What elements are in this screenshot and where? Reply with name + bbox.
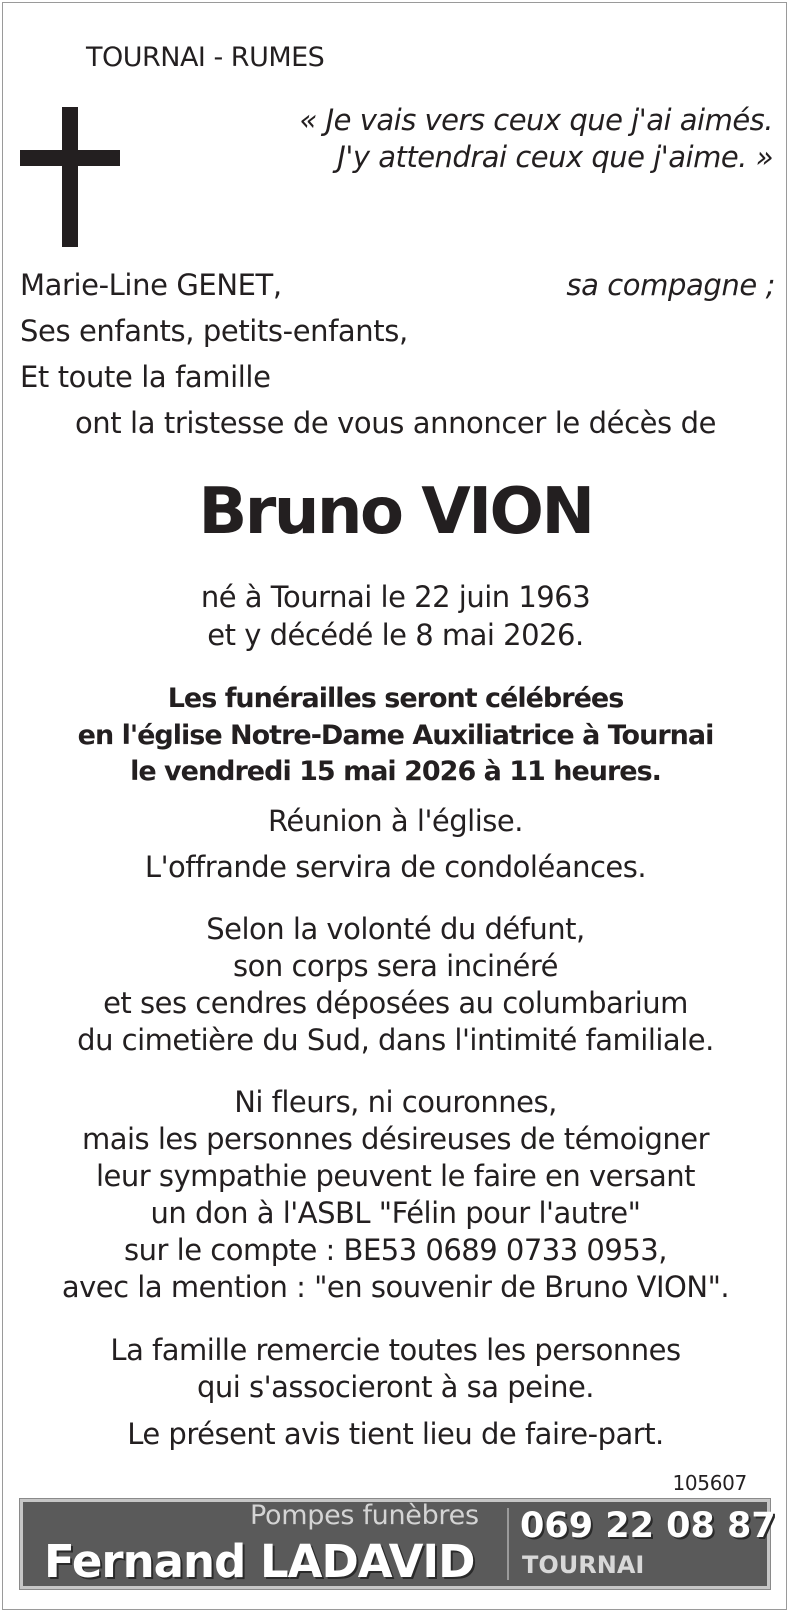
cross-icon-vertical <box>62 107 78 247</box>
announcement-text: ont la tristesse de vous annoncer le décès de <box>74 406 717 440</box>
banner-divider <box>507 1508 509 1580</box>
funeral-home-subtitle: Pompes funèbres <box>250 1500 479 1531</box>
funeral-home-name: Fernand LADAVID <box>44 1535 475 1588</box>
funeral-home-phone: 069 22 08 87 <box>520 1506 776 1546</box>
funeral-home-city: TOURNAI <box>522 1551 645 1579</box>
meeting-info: Réunion à l'église. <box>268 804 523 838</box>
family-children: Ses enfants, petits-enfants, <box>20 314 408 348</box>
family-member-partner: Marie-Line GENET, <box>20 268 282 302</box>
donation-line: mais les personnes désireuses de témoigner <box>81 1122 710 1156</box>
death-info: et y décédé le 8 mai 2026. <box>207 618 584 652</box>
donation-line: avec la mention : "en souvenir de Bruno VION". <box>61 1270 730 1304</box>
deceased-name: Bruno VION <box>198 475 593 549</box>
donation-line: leur sympathie peuvent le faire en versant <box>95 1159 696 1193</box>
closing-line-2: qui s'associeront à sa peine. <box>196 1370 595 1404</box>
reference-number: 105607 <box>672 1471 747 1495</box>
donation-line: Ni fleurs, ni couronnes, <box>234 1085 557 1119</box>
cremation-line: et ses cendres déposées au columbarium <box>103 986 688 1020</box>
cross-icon-horizontal <box>20 150 120 166</box>
quote-line-1: « Je vais vers ceux que j'ai aimés. <box>299 103 773 137</box>
family-extended: Et toute la famille <box>20 360 271 394</box>
funeral-line-3: le vendredi 15 mai 2026 à 11 heures. <box>130 756 661 787</box>
closing-line-3: Le présent avis tient lieu de faire-part. <box>127 1417 664 1451</box>
donation-line: un don à l'ASBL "Félin pour l'autre" <box>150 1196 641 1230</box>
family-member-role: sa compagne ; <box>566 268 775 302</box>
cremation-line: du cimetière du Sud, dans l'intimité familiale. <box>77 1023 714 1057</box>
location-header: TOURNAI - RUMES <box>86 42 325 73</box>
offering-info: L'offrande servira de condoléances. <box>144 850 647 884</box>
cremation-line: Selon la volonté du défunt, <box>206 912 585 946</box>
funeral-line-2: en l'église Notre-Dame Auxiliatrice à Tournai <box>77 720 714 751</box>
birth-info: né à Tournai le 22 juin 1963 <box>200 580 591 614</box>
closing-line-1: La famille remercie toutes les personnes <box>110 1333 681 1367</box>
funeral-line-1: Les funérailles seront célébrées <box>167 683 624 714</box>
quote-line-2: J'y attendrai ceux que j'aime. » <box>337 140 773 174</box>
cremation-line: son corps sera incinéré <box>233 949 558 983</box>
donation-line: sur le compte : BE53 0689 0733 0953, <box>124 1233 667 1267</box>
